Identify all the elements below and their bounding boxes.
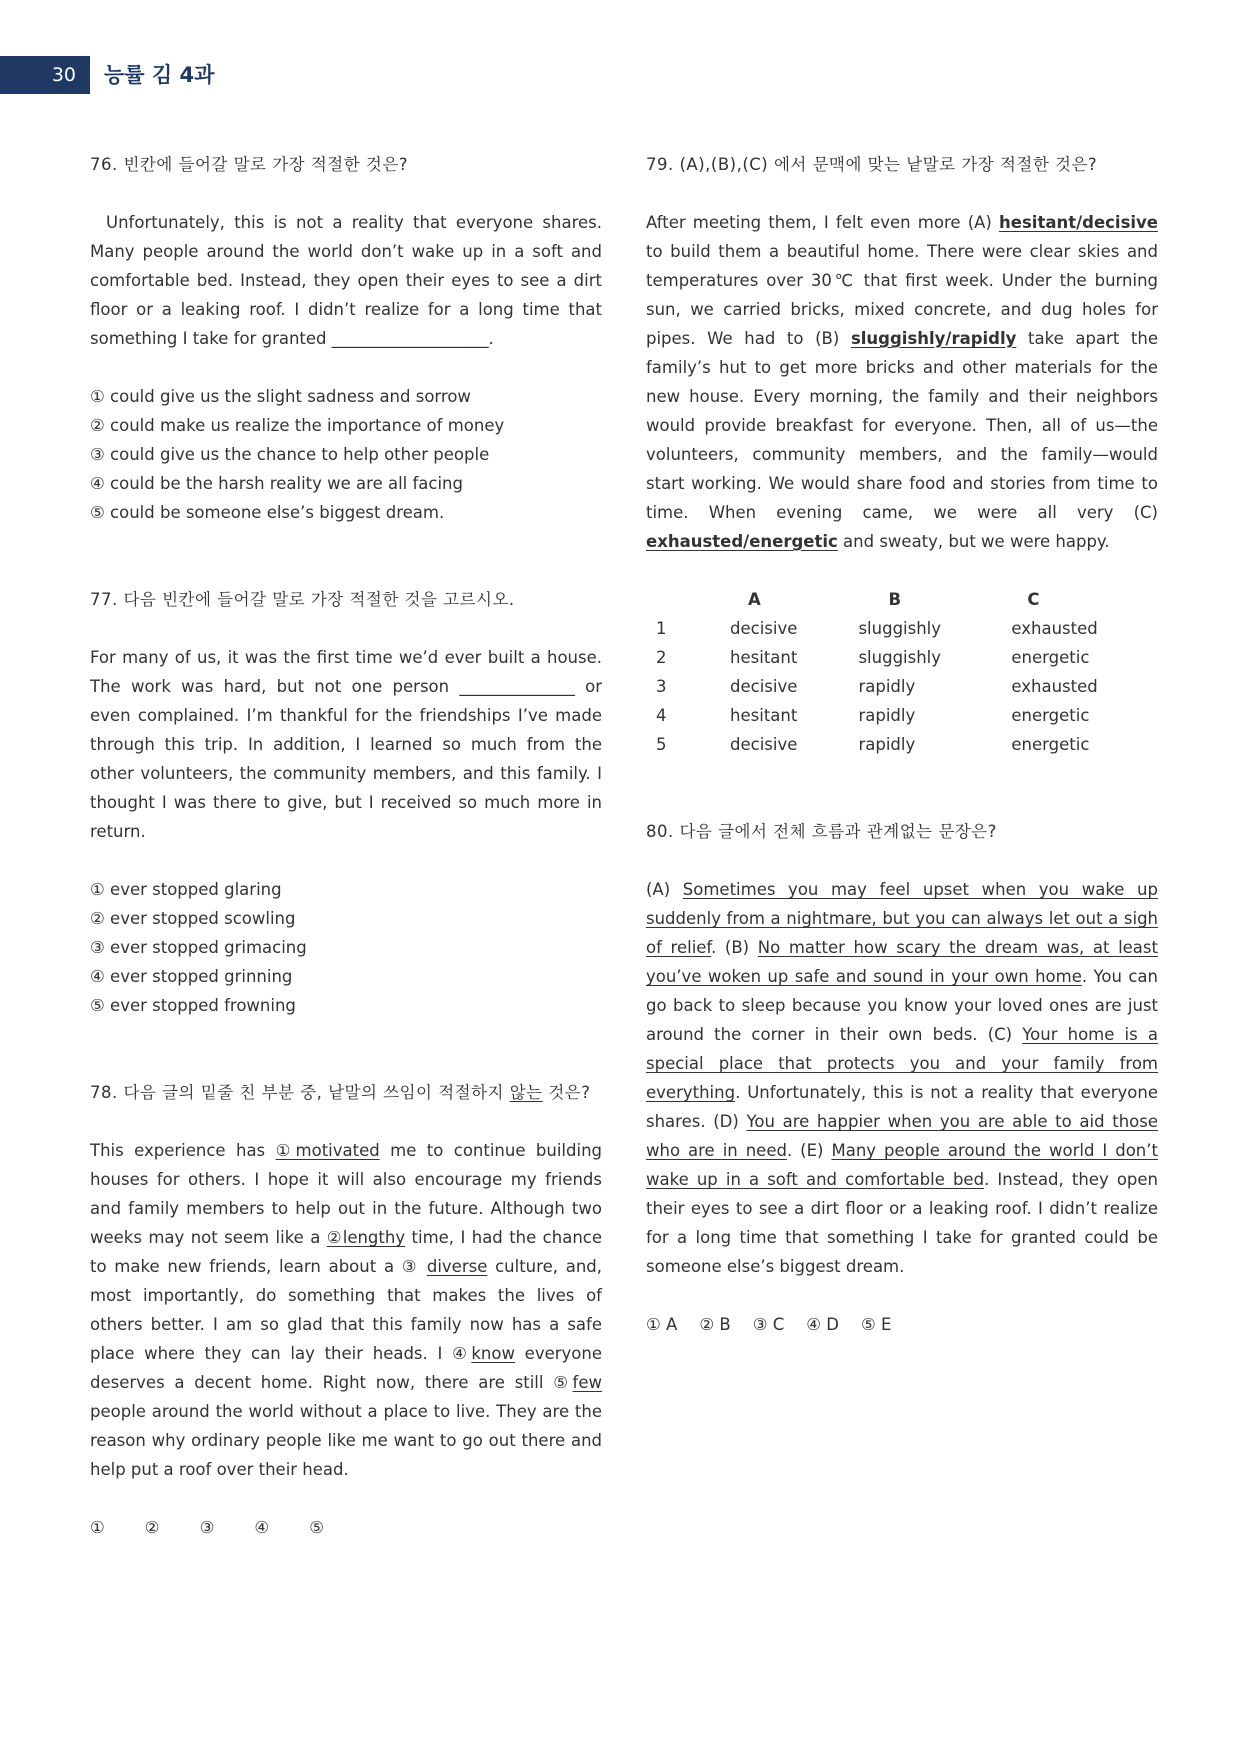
choice-5[interactable]: ⑤ (309, 1518, 324, 1537)
table-cell: rapidly (858, 735, 916, 754)
question-77-option-1[interactable]: ① ever stopped glaring (90, 880, 282, 899)
underlined-word-3: diverse (426, 1257, 488, 1276)
question-77-option-3[interactable]: ③ ever stopped grimacing (90, 938, 307, 957)
choice-c: exhausted/energetic (646, 532, 838, 551)
table-cell: hesitant (730, 648, 798, 667)
question-76-option-5[interactable]: ⑤ could be someone else’s biggest dream. (90, 503, 445, 522)
underlined-word-2: ②lengthy (326, 1228, 406, 1247)
question-77-title: 77. 다음 빈칸에 들어갈 말로 가장 적절한 것을 고르시오. (90, 590, 515, 609)
passage-text: culture, and, most importantly, do something that makes the lives of others better. I am so glad that this family now has a safe place where they can lay their heads. I ④ (90, 1257, 602, 1363)
question-78-passage (90, 1136, 602, 1484)
choice-1[interactable]: ① (90, 1518, 105, 1537)
underlined-word-1: ①motivated (275, 1141, 380, 1160)
table-cell: rapidly (858, 706, 916, 725)
right-column (646, 150, 1158, 1339)
table-cell: hesitant (730, 706, 798, 725)
question-76 (90, 150, 602, 527)
question-77-option-2[interactable]: ② ever stopped scowling (90, 909, 296, 928)
question-76-option-3[interactable]: ③ could give us the chance to help other people (90, 445, 490, 464)
table-cell: 1 (656, 619, 667, 638)
table-header-cell: B (888, 590, 902, 609)
question-76-option-2[interactable]: ② could make us realize the importance of money (90, 416, 505, 435)
underlined-word-5: few (572, 1373, 602, 1392)
question-80-options (646, 1310, 1158, 1339)
passage-text: everyone deserves a decent home. Right now, there are still ⑤ (90, 1344, 602, 1392)
table-cell: exhausted (1011, 619, 1098, 638)
option-b[interactable]: ② B (699, 1315, 731, 1334)
question-76-option-4[interactable]: ④ could be the harsh reality we are all facing (90, 474, 463, 493)
underlined-word-4: know (471, 1344, 515, 1363)
table-cell: exhausted (1011, 677, 1098, 696)
page-number: 30 (0, 56, 90, 94)
option-a[interactable]: ① A (646, 1315, 678, 1334)
sentence-c: Your home is a special place that protects you and your family from everything (646, 1025, 1158, 1102)
passage-text: After meeting them, I felt even more (A) (646, 213, 1000, 232)
question-79-passage (646, 208, 1158, 556)
table-header-cell: C (1027, 590, 1040, 609)
passage-text: . You can go back to sleep because you know your loved ones are just around the corner in their own beds. (C) (646, 967, 1158, 1044)
passage-text: take apart the family’s hut to get more bricks and other materials for the new house. Every morning, the family and their neighbors would provide breakfast for everyone. Then, all of us—the volunteers, community members, and the family—would start working. We would share food and stories from time to time. When evening came, we were all very (C) (646, 329, 1158, 522)
question-78-title (90, 1078, 602, 1107)
question-78-title-emphasis: 않는 (509, 1083, 543, 1102)
choice-2[interactable]: ② (144, 1518, 160, 1537)
table-cell: 2 (656, 648, 667, 667)
option-e[interactable]: ⑤ E (861, 1315, 892, 1334)
question-77-passage-part-1: For many of us, it was the first time we’d ever built a house. The work was hard, but not one person ______________ or even (90, 648, 602, 725)
option-d[interactable]: ④ D (806, 1315, 839, 1334)
sentence-e: Many people around the world I don’t wake up in a soft and comfortable bed (646, 1141, 1158, 1189)
table-row[interactable] (648, 672, 1158, 701)
passage-text: to build them a beautiful home. There were clear skies and temperatures over 30℃ that first week. Under the burning sun, we carried bricks, mixed concrete, and dug holes for pipes. We had to (B) (646, 242, 1158, 348)
question-77-option-5[interactable]: ⑤ ever stopped frowning (90, 996, 296, 1015)
question-80-title: 80. 다음 글에서 전체 흐름과 관계없는 문장은? (646, 822, 997, 841)
table-cell: decisive (730, 619, 798, 638)
table-cell: 4 (656, 706, 667, 725)
question-78-title-text: 78. 다음 글의 밑줄 친 부분 중, 낱말의 쓰임이 적절하지 (90, 1083, 510, 1102)
question-80-passage (646, 875, 1158, 1281)
passage-text: . Instead, they open their eyes to see a dirt floor or a leaking roof. I didn’t realize for a long time that something I take for granted could be someone else’s biggest dream. (646, 1170, 1159, 1276)
choice-3[interactable]: ③ (199, 1518, 215, 1537)
passage-text: . (B) (711, 938, 758, 957)
table-header-cell: A (748, 590, 761, 609)
table-row[interactable] (648, 730, 1158, 759)
table-cell: energetic (1011, 648, 1090, 667)
table-row[interactable] (648, 643, 1158, 672)
table-row[interactable] (648, 614, 1158, 643)
passage-text: me to continue building houses for others. I hope it will also encourage my friends and family members to help out in the future. Although two weeks may not seem like a (90, 1141, 602, 1247)
question-76-title: 76. 빈칸에 들어갈 말로 가장 적절한 것은? (90, 155, 409, 174)
passage-text: . (E) (786, 1141, 832, 1160)
question-77 (90, 585, 602, 1020)
option-c[interactable]: ③ C (752, 1315, 785, 1334)
table-cell: energetic (1011, 735, 1090, 754)
passage-text: (A) (646, 880, 683, 899)
choice-b: sluggishly/rapidly (850, 329, 1017, 348)
table-cell: energetic (1011, 706, 1090, 725)
question-77-passage-part-2: complained. I’m thankful for the friendships I’ve made through this trip. In addition, I learned so much from the other volunteers, the community members, and this family. I thought I was there to give, but I received so much more in return. (90, 706, 602, 841)
table-cell: decisive (730, 677, 798, 696)
question-78-title-end: 것은? (542, 1083, 591, 1102)
question-79 (646, 150, 1158, 759)
passage-text: . Unfortunately, this is not a reality that everyone shares. (D) (646, 1083, 1158, 1131)
sentence-b: No matter how scary the dream was, at least you’ve woken up safe and sound in your own home (646, 938, 1158, 986)
question-78-choices (90, 1513, 602, 1542)
table-cell: decisive (730, 735, 798, 754)
passage-text: time, I had the chance to make new friends, learn about a ③ (90, 1228, 603, 1276)
question-76-option-1[interactable]: ① could give us the slight sadness and sorrow (90, 387, 471, 406)
left-column (90, 150, 602, 1542)
table-cell: 3 (656, 677, 667, 696)
question-79-answer-table (648, 585, 1158, 759)
question-77-passage (90, 643, 602, 846)
choice-a: hesitant/decisive (999, 213, 1158, 232)
passage-text: This experience has (90, 1141, 276, 1160)
passage-text: and sweaty, but we were happy. (837, 532, 1110, 551)
sentence-d: You are happier when you are able to aid those who are in need (646, 1112, 1158, 1160)
table-row[interactable] (648, 701, 1158, 730)
question-76-passage: Unfortunately, this is not a reality that everyone shares. Many people around the world don’t wake up in a soft and comfortable bed. Instead, they open their eyes to see a dirt floor or a leaking roof. I didn’t realize for a long time that something I take for granted ___________________. (90, 213, 602, 348)
question-78 (90, 1078, 602, 1542)
table-cell: 5 (656, 735, 667, 754)
table-header-row (648, 585, 1158, 614)
table-cell: sluggishly (858, 648, 942, 667)
choice-4[interactable]: ④ (254, 1518, 270, 1537)
table-cell: rapidly (858, 677, 916, 696)
table-header-cell (648, 585, 730, 614)
page-title: 능률 김 4과 (104, 63, 215, 87)
question-79-title: 79. (A),(B),(C) 에서 문맥에 맞는 낱말로 가장 적절한 것은? (646, 155, 1098, 174)
passage-text: people around the world without a place to live. They are the reason why ordinary people like me want to go out there and help put a roof over their head. (90, 1402, 602, 1479)
question-77-option-4[interactable]: ④ ever stopped grinning (90, 967, 293, 986)
sentence-a: Sometimes you may feel upset when you wake up suddenly from a nightmare, but you can always let out a sigh of relief (646, 880, 1158, 957)
question-80 (646, 817, 1158, 1339)
table-cell: sluggishly (858, 619, 942, 638)
